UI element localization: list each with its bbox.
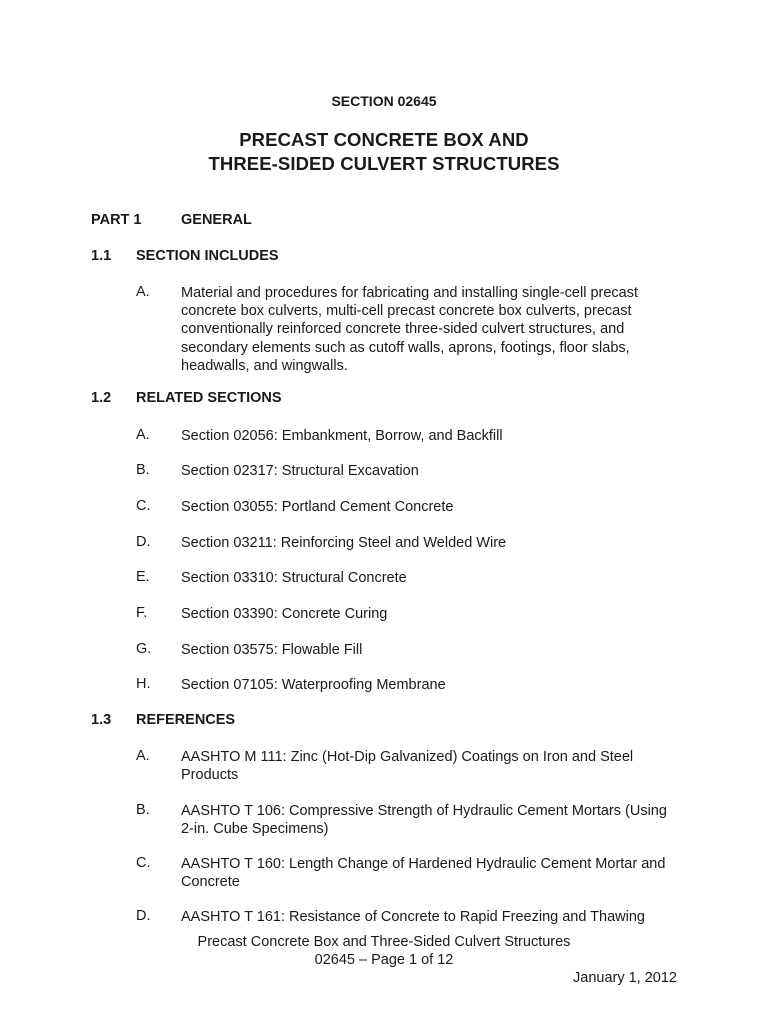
item-text: Section 02317: Structural Excavation bbox=[181, 463, 419, 479]
item-letter: D. bbox=[136, 534, 151, 550]
section-1-3-number: 1.3 bbox=[91, 712, 112, 728]
section-1-1-heading: SECTION INCLUDES bbox=[136, 248, 279, 264]
item-text: Section 02056: Embankment, Borrow, and Backfill bbox=[181, 428, 503, 444]
item-letter: C. bbox=[136, 855, 151, 871]
item-letter: A. bbox=[136, 427, 150, 443]
section-number: SECTION 02645 bbox=[331, 93, 437, 109]
part-name: GENERAL bbox=[181, 212, 252, 228]
item-letter: C. bbox=[136, 498, 151, 514]
item-text: Section 03390: Concrete Curing bbox=[181, 606, 388, 622]
item-text: Section 03211: Reinforcing Steel and Welded Wire bbox=[181, 535, 507, 551]
item-text: Section 03575: Flowable Fill bbox=[181, 642, 363, 658]
item-letter: A. bbox=[136, 748, 150, 764]
item-letter: H. bbox=[136, 676, 151, 692]
item-letter: G. bbox=[136, 641, 152, 657]
title-line-2: THREE-SIDED CULVERT STRUCTURES bbox=[208, 153, 560, 174]
item-letter: D. bbox=[136, 908, 151, 924]
section-1-2-number: 1.2 bbox=[91, 390, 112, 406]
footer-title: Precast Concrete Box and Three-Sided Culvert Structures bbox=[197, 934, 571, 950]
item-text: Section 07105: Waterproofing Membrane bbox=[181, 677, 446, 693]
item-text: AASHTO T 161: Resistance of Concrete to Rapid Freezing and Thawing bbox=[181, 909, 645, 925]
footer-date: January 1, 2012 bbox=[573, 970, 677, 986]
section-1-3-heading: REFERENCES bbox=[136, 712, 236, 728]
item-text: Material and procedures for fabricating and installing single-cell precast concrete box culverts, multi-cell precast concrete box culverts, precast conventionally reinforced concrete three-sided culvert structures, and secondary elements such as cutoff walls, aprons, footings, floor slabs, headwalls, and wingwalls. bbox=[181, 285, 638, 374]
section-1-1-number: 1.1 bbox=[91, 248, 112, 264]
item-letter: B. bbox=[136, 462, 150, 478]
section-1-2-heading: RELATED SECTIONS bbox=[136, 390, 282, 406]
item-text: Section 03055: Portland Cement Concrete bbox=[181, 499, 454, 515]
item-text: Section 03310: Structural Concrete bbox=[181, 570, 407, 586]
item-letter: E. bbox=[136, 569, 150, 585]
title-line-1: PRECAST CONCRETE BOX AND bbox=[239, 129, 529, 150]
footer-page-number: 02645 – Page 1 of 12 bbox=[314, 952, 454, 968]
item-letter: B. bbox=[136, 802, 150, 818]
item-text: AASHTO M 111: Zinc (Hot-Dip Galvanized) Coatings on Iron and Steel Products bbox=[181, 749, 634, 784]
item-text: AASHTO T 160: Length Change of Hardened Hydraulic Cement Mortar and Concrete bbox=[181, 856, 666, 891]
item-letter: A. bbox=[136, 284, 150, 300]
item-text: AASHTO T 106: Compressive Strength of Hydraulic Cement Mortars (Using 2-in. Cube Specimens) bbox=[181, 803, 667, 838]
item-letter: F. bbox=[136, 605, 148, 621]
part-label: PART 1 bbox=[91, 212, 142, 228]
